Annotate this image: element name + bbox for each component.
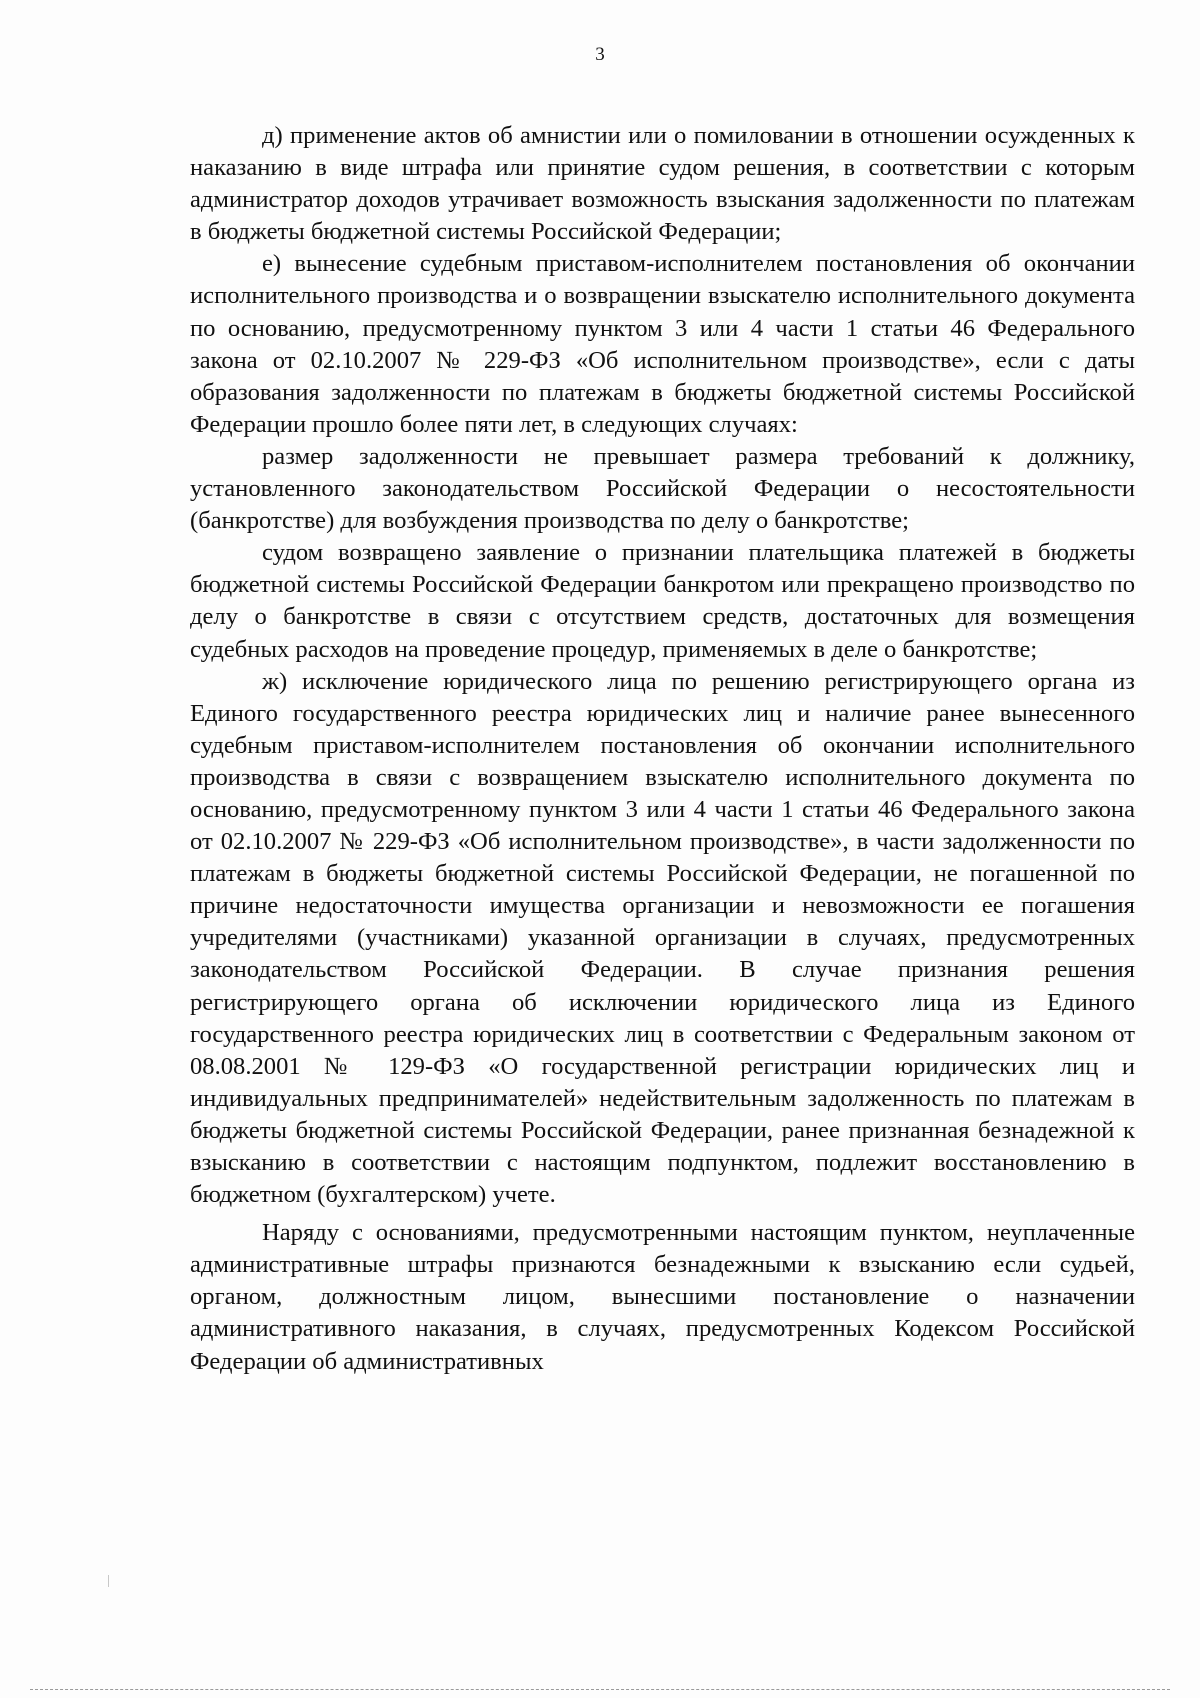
- document-body: [190, 120, 1135, 1378]
- paragraph-bankruptcy-case: судом возвращено заявление о признании плательщика платежей в бюджеты бюджетной системы Российской Федерации банкротом или прекращено производство по делу о банкротстве в связи с отсутствием средств, достаточных для возмещения судебных расходов на проведение процедур, применяемых в деле о банкротстве;: [190, 539, 1135, 663]
- paragraph-item-d: д) применение актов об амнистии или о помиловании в отношении осужденных к наказанию в виде штрафа или принятие судом решения, в соответствии с которым администратор доходов утрачивает возможность взыскания задолженности по платежам в бюджеты бюджетной системы Российской Федерации;: [190, 122, 1135, 246]
- paragraph-debt-size-case: размер задолженности не превышает размера требований к должнику, установленного законодательством Российской Федерации о несостоятельности (банкротстве) для возбуждения производства по делу о банкротстве;: [190, 442, 1135, 535]
- page-number: 3: [595, 44, 605, 65]
- scan-mark: [108, 1575, 109, 1587]
- paragraph-administrative-fines: Наряду с основаниями, предусмотренными настоящим пунктом, неуплаченные административные штрафы признаются безнадежными к взысканию если судьей, органом, должностным лицом, вынесшими постановление о назначении административного наказания, в случаях, предусмотренных Кодексом Российской Федерации об административных: [190, 1219, 1135, 1375]
- scan-bottom-edge: [30, 1689, 1170, 1690]
- paragraph-item-e: е) вынесение судебным приставом-исполнителем постановления об окончании исполнительного производства и о возвращении взыскателю исполнительного документа по основанию, предусмотренному пунктом 3 или 4 части 1 статьи 46 Федерального закона от 02.10.2007 № 229-ФЗ «Об исполнительном производстве», если с даты образования задолженности по платежам в бюджеты бюджетной системы Российской Федерации прошло более пяти лет, в следующих случаях:: [190, 250, 1135, 438]
- paragraph-item-zh: ж) исключение юридического лица по решению регистрирующего органа из Единого государственного реестра юридических лиц и наличие ранее вынесенного судебным приставом-исполнителем постановления об окончании исполнительного производства в связи с возвращением взыскателю исполнительного документа по основанию, предусмотренному пунктом 3 или 4 части 1 статьи 46 Федерального закона от 02.10.2007 № 229-ФЗ «Об исполнительном производстве», в части задолженности по платежам в бюджеты бюджетной системы Российской Федерации, не погашенной по причине недостаточности имущества организации и невозможности ее погашения учредителями (участниками) указанной организации в случаях, предусмотренных законодательством Российской Федерации. В случае признания решения регистрирующего органа об исключении юридического лица из Единого государственного реестра юридических лиц в соответствии с Федеральным законом от 08.08.2001 № 129-ФЗ «О государственной регистрации юридических лиц и индивидуальных предпринимателей» недействительным задолженность по платежам в бюджеты бюджетной системы Российской Федерации, ранее признанная безнадежной к взысканию в соответствии с настоящим подпунктом, подлежит восстановлению в бюджетном (бухгалтерском) учете.: [190, 667, 1135, 1209]
